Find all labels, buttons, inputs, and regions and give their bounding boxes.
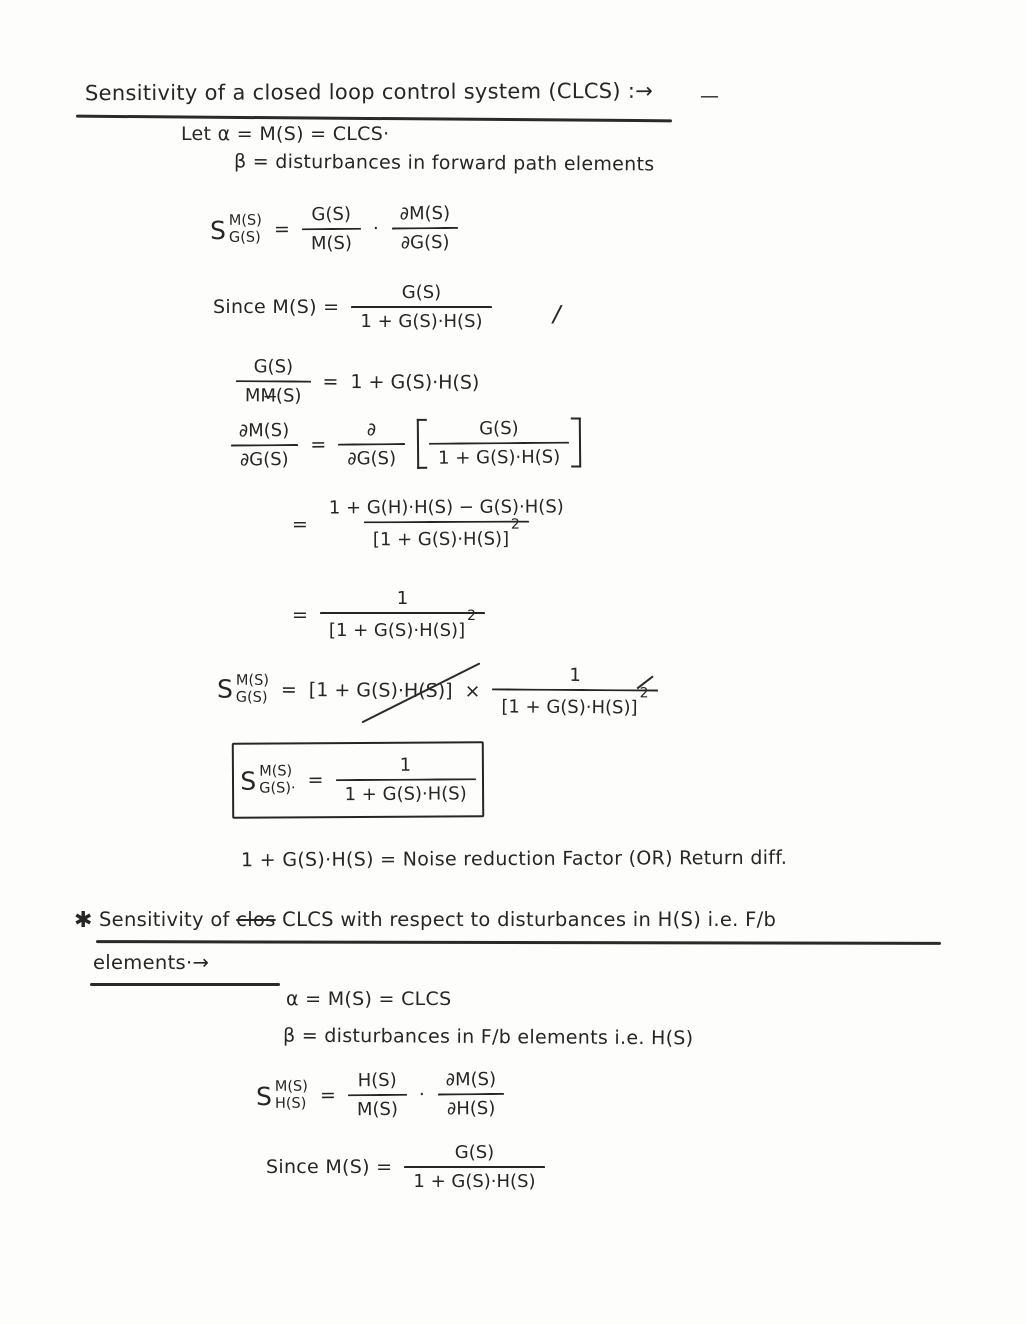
page-title: Sensitivity of a closed loop control system (CLCS) :→ (84, 78, 654, 106)
numerator: ∂ (366, 419, 377, 441)
s-base: S (209, 215, 227, 245)
s-subscript: H(S) (274, 1095, 307, 1113)
equals-sign: = (310, 433, 327, 457)
equals-sign: = (292, 603, 308, 626)
equation-simplified (292, 588, 485, 641)
title-underline (76, 115, 672, 122)
sensitivity-symbol (256, 1080, 308, 1113)
times-sign: × (464, 679, 481, 703)
numerator: ∂M(S) (399, 202, 451, 225)
cancelled-bracket-term (309, 679, 453, 702)
denominator-text: [1 + G(S)·H(S)] (328, 620, 466, 642)
denominator: 1 + G(S)·H(S) (429, 442, 569, 469)
fraction (437, 1069, 506, 1120)
fraction (302, 204, 361, 255)
fraction (320, 496, 573, 551)
denominator-text: [1 + G(S)·H(S)] (372, 528, 510, 551)
denominator: ∂G(S) (231, 444, 298, 471)
stray-pen-mark: / (550, 299, 564, 329)
equals-sign: = (280, 678, 297, 701)
numerator: ∂M(S) (238, 420, 290, 442)
denominator: 1 + G(S)·H(S) (336, 778, 476, 805)
numerator: G(S) (454, 1142, 495, 1163)
beta-definition-line-2: β = disturbances in F/b elements i.e. H(S) (282, 1024, 694, 1050)
fraction (351, 282, 491, 332)
equation-since-1 (213, 282, 492, 332)
numerator: 1 + G(H)·H(S) − G(S)·H(S) (328, 496, 564, 519)
denominator (492, 685, 657, 719)
equals-sign: = (307, 769, 324, 792)
s-superscript: M(S) (259, 763, 293, 780)
equation-substitution (217, 662, 658, 719)
numerator: H(S) (357, 1069, 397, 1092)
s-subscript: G(S) (228, 229, 261, 247)
let-definition-line: Let α = M(S) = CLCS· (181, 123, 390, 145)
heading-post: CLCS with respect to disturbances in H(S) i.e. F/b (275, 908, 777, 931)
partial-operator-fraction (338, 419, 405, 470)
right-hand-side: 1 + G(S)·H(S) (350, 371, 480, 395)
equation-expanded (292, 496, 573, 551)
heading-struck-word: clos (236, 908, 276, 931)
sensitivity-symbol (240, 764, 295, 797)
denominator: M(S) (348, 1094, 407, 1121)
fraction (404, 1142, 544, 1192)
denominator: ∂H(S) (438, 1093, 505, 1120)
numerator: 1 (569, 664, 581, 687)
heading-pre: Sensitivity of (99, 908, 237, 931)
cancelled-exponent (640, 686, 649, 703)
section2-heading-line1 (99, 908, 776, 931)
equation-sensitivity-h (256, 1069, 506, 1122)
numerator: G(S) (311, 203, 352, 226)
heading-underline-1 (96, 940, 941, 944)
fraction (236, 356, 311, 407)
bracket-term-text: [1 + G(S)·H(S)] (308, 678, 453, 702)
fraction (492, 664, 657, 719)
section2-heading-line2: elements·→ (93, 951, 210, 974)
boxed-final-result (232, 741, 484, 819)
noise-reduction-note: 1 + G(S)·H(S) = Noise reduction Factor (OR) Return diff. (240, 846, 788, 872)
since-prefix: Since M(S) = (266, 1156, 393, 1179)
equals-sign: = (273, 218, 290, 241)
heading-underline-2 (90, 983, 280, 986)
denominator-text: [1 + G(S)·H(S)] (501, 696, 638, 719)
numerator: G(S) (401, 282, 442, 303)
denominator: 1 + G(S)·H(S) (404, 1166, 544, 1192)
exponent: 2 (467, 608, 477, 625)
numerator: 1 (399, 754, 412, 776)
s-base: S (240, 766, 257, 796)
multiplication-dot: · (418, 1083, 425, 1106)
since-prefix: Since M(S) = (213, 296, 340, 319)
s-base: S (216, 674, 233, 704)
denominator: M(S) (302, 228, 361, 255)
right-bracket (571, 417, 581, 468)
multiplication-dot: · (372, 217, 379, 240)
fraction (348, 1070, 407, 1121)
denominator: 1 + G(S)·H(S) (351, 306, 491, 332)
sensitivity-symbol (217, 673, 269, 706)
equation-ratio (236, 356, 480, 408)
numerator: G(S) (479, 418, 519, 440)
sensitivity-symbol (210, 214, 262, 247)
denominator: ∂G(S) (338, 443, 405, 470)
numerator: 1 (396, 588, 409, 609)
numerator: G(S) (253, 356, 294, 378)
denominator: ∂G(S) (392, 227, 459, 254)
margin-dash: — (700, 85, 720, 107)
fraction (335, 754, 475, 805)
s-base: S (255, 1081, 273, 1111)
numerator: ∂M(S) (445, 1068, 497, 1091)
equation-since-2 (266, 1142, 545, 1192)
fraction (391, 203, 460, 254)
denominator-with-scribble: MM̶(S) (236, 380, 311, 407)
s-superscript: M(S) (235, 672, 270, 689)
s-subscript: G(S)· (259, 780, 296, 797)
s-subscript: G(S) (235, 689, 268, 706)
equation-sensitivity-definition (210, 203, 460, 256)
exponent: 2 (510, 516, 520, 533)
beta-definition-line: β = disturbances in forward path elements (233, 150, 655, 176)
denominator (320, 608, 485, 642)
equals-sign: = (319, 1084, 336, 1107)
left-bracket (417, 419, 427, 470)
exponent-text: 2 (639, 685, 649, 702)
equation-partial-derivative (230, 417, 582, 471)
s-superscript: M(S) (274, 1078, 308, 1095)
fraction (429, 418, 570, 470)
fraction (230, 420, 299, 471)
bracketed-expression (417, 417, 582, 469)
equals-sign: = (291, 513, 308, 536)
s-superscript: M(S) (228, 212, 262, 229)
denominator (364, 516, 529, 551)
alpha-definition-line: α = M(S) = CLCS (286, 988, 452, 1010)
fraction (320, 588, 485, 641)
equals-sign: = (322, 370, 339, 394)
asterisk-marker: ✱ (74, 908, 93, 933)
